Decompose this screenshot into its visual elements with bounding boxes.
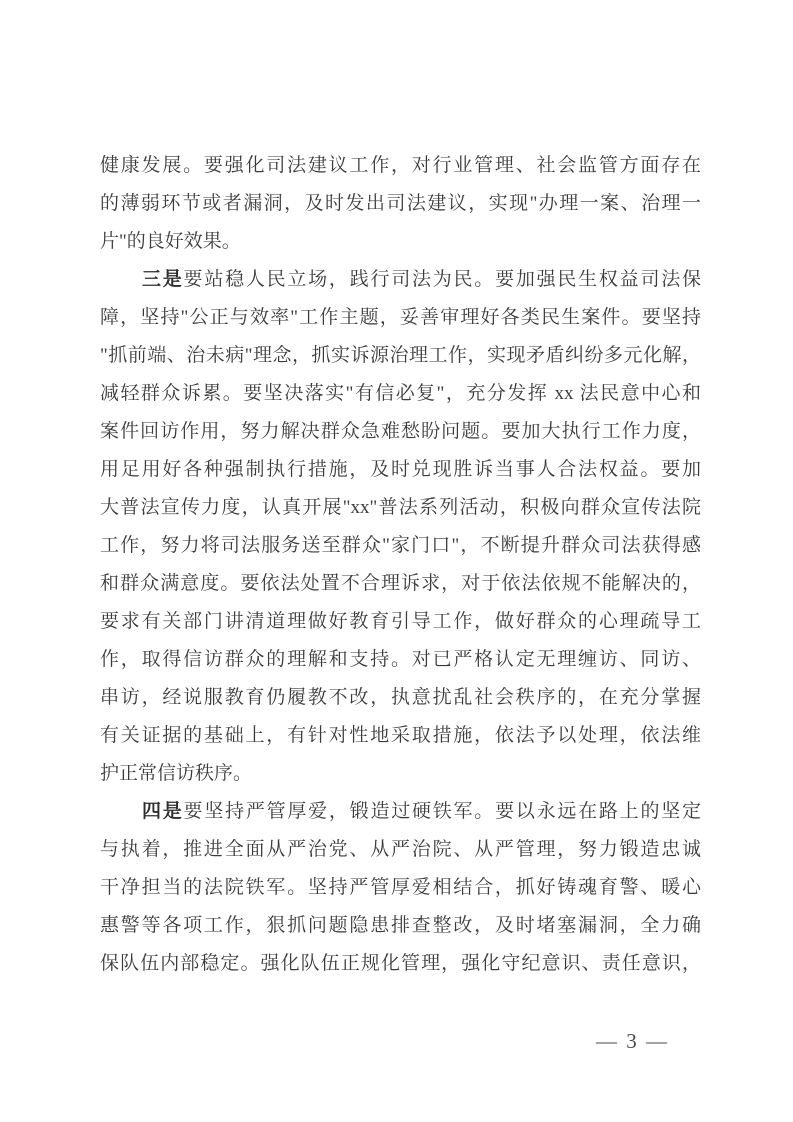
document-line: 工作，努力将司法服务送至群众"家门口"，不断提升群众司法获得感 xyxy=(100,535,701,556)
document-line: 减轻群众诉累。要坚决落实"有信必复"，充分发挥 xx 法民意中心和 xyxy=(100,383,701,404)
document-line: 与执着，推进全面从严治党、从严治院、从严管理，努力锻造忠诚 xyxy=(100,839,701,860)
document-line: 作，取得信访群众的理解和支持。对已严格认定无理缠访、同访、 xyxy=(100,649,701,670)
document-line: 片"的良好效果。 xyxy=(100,231,241,252)
document-line: 有关证据的基础上，有针对性地采取措施，依法予以处理，依法维 xyxy=(100,725,701,746)
page-number: — 3 — xyxy=(596,1029,669,1053)
document-line: 护正常信访秩序。 xyxy=(100,763,253,784)
document-line: 障，坚持"公正与效率"工作主题，妥善审理好各类民生案件。要坚持 xyxy=(100,307,701,328)
paragraph-lead: 四是 xyxy=(142,801,184,822)
document-line: "抓前端、治未病"理念，抓实诉源治理工作，实现矛盾纠纷多元化解， xyxy=(100,345,701,366)
document-line: 案件回访作用，努力解决群众急难愁盼问题。要加大执行工作力度， xyxy=(100,421,701,442)
document-line: 的薄弱环节或者漏洞，及时发出司法建议，实现"办理一案、治理一 xyxy=(100,193,701,214)
document-line: 要求有关部门讲清道理做好教育引导工作，做好群众的心理疏导工 xyxy=(100,611,701,632)
document-line: 四是要坚持严管厚爱，锻造过硬铁军。要以永远在路上的坚定 xyxy=(142,801,701,822)
document-line: 大普法宣传力度，认真开展"xx"普法系列活动，积极向群众宣传法院 xyxy=(100,497,701,518)
document-line: 干净担当的法院铁军。坚持严管厚爱相结合，抓好铸魂育警、暖心 xyxy=(100,877,701,898)
document-line: 用足用好各种强制执行措施，及时兑现胜诉当事人合法权益。要加 xyxy=(100,459,701,480)
document-line: 保队伍内部稳定。强化队伍正规化管理，强化守纪意识、责任意识， xyxy=(100,953,701,974)
document-line: 三是要站稳人民立场，践行司法为民。要加强民生权益司法保 xyxy=(142,269,701,290)
document-line: 健康发展。要强化司法建议工作，对行业管理、社会监管方面存在 xyxy=(100,155,701,176)
paragraph-lead: 三是 xyxy=(142,269,184,290)
document-line: 串访，经说服教育仍履教不改，执意扰乱社会秩序的，在充分掌握 xyxy=(100,687,701,708)
document-line: 惠警等各项工作，狠抓问题隐患排查整改，及时堵塞漏洞，全力确 xyxy=(100,915,701,936)
document-line: 和群众满意度。要依法处置不合理诉求，对于依法依规不能解决的， xyxy=(100,573,701,594)
document-body xyxy=(100,147,701,983)
